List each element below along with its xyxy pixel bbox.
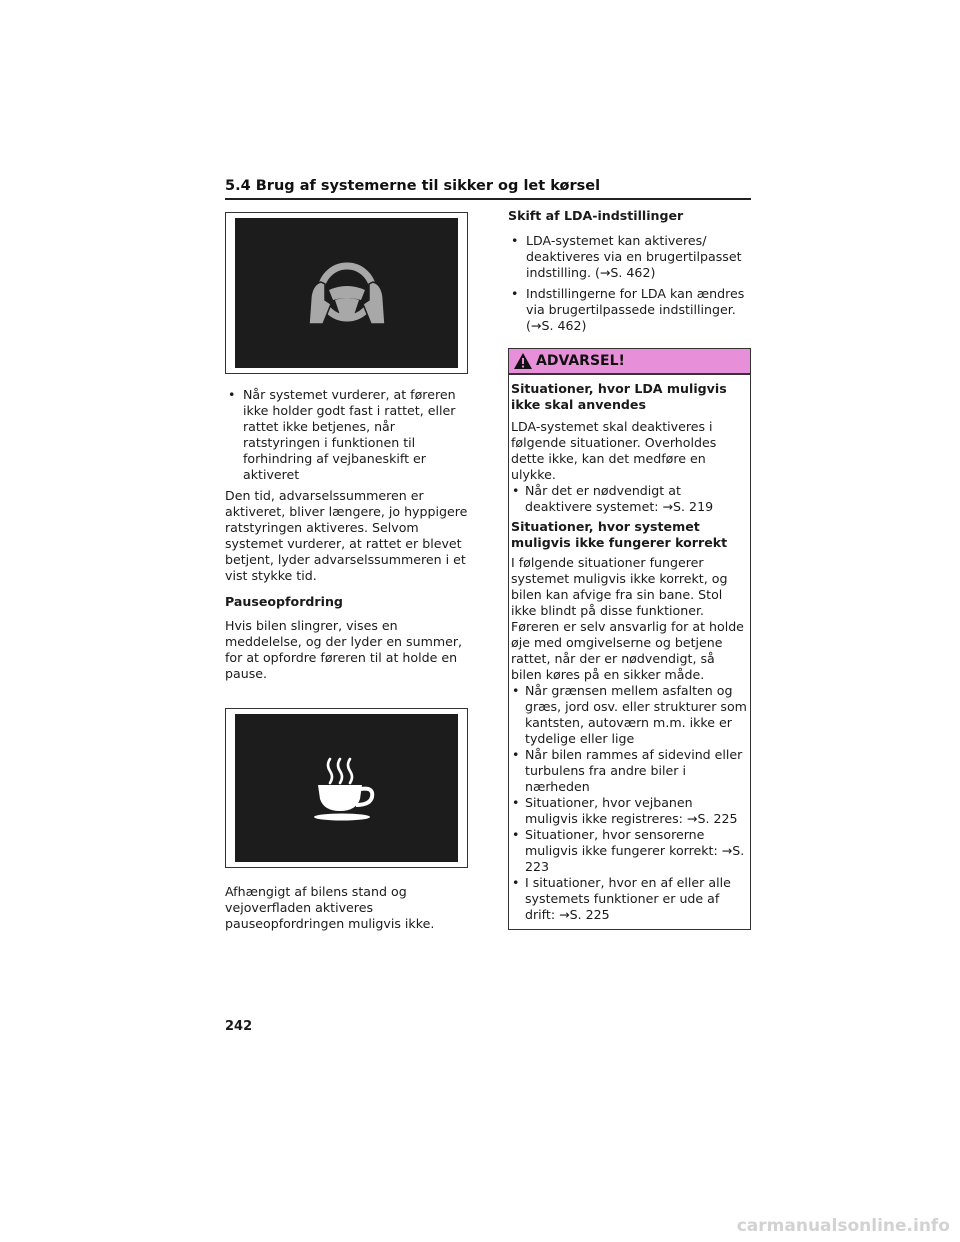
list-item: • Når grænsen mellem asfalten og græs, jord osv. eller strukturer som kantsten, autoværn m.m. ikke er tydelige eller lige xyxy=(511,683,748,747)
warning-bullets xyxy=(511,483,748,515)
warning-subheading: Situationer, hvor systemet muligvis ikke fungerer korrekt xyxy=(511,519,728,550)
warning-title: ADVARSEL! xyxy=(536,353,625,369)
display-screen xyxy=(235,218,458,368)
lda-settings-heading: Skift af LDA-indstillinger xyxy=(508,208,684,223)
watermark: carmanualsonline.info xyxy=(736,1216,950,1236)
warning-paragraph: LDA-systemet skal deaktiveres i følgende situationer. Overholdes dette ikke, kan det medføre en ulykke. xyxy=(511,419,717,482)
warning-bullets xyxy=(511,683,748,923)
steering-warning-bullets xyxy=(225,387,470,483)
warning-triangle-icon xyxy=(513,352,533,370)
left-column xyxy=(225,212,470,932)
header-rule xyxy=(225,198,751,200)
lda-settings-bullets xyxy=(508,233,751,334)
warning-box xyxy=(508,348,751,930)
list-item: • Situationer, hvor vejbanen muligvis ikke registreres: →S. 225 xyxy=(511,795,748,827)
section-header: 5.4 Brug af systemerne til sikker og let kørsel xyxy=(225,178,601,194)
display-screen xyxy=(235,714,458,862)
pause-heading: Pauseopfordring xyxy=(225,594,343,609)
pause-note-paragraph: Afhængigt af bilens stand og vejoverfladen aktiveres pauseopfordringen muligvis ikke. xyxy=(225,884,435,931)
warning-subheading: Situationer, hvor LDA muligvis ikke skal anvendes xyxy=(511,381,727,412)
list-item: • Indstillingerne for LDA kan ændres via brugertilpassede indstillinger. (→S. 462) xyxy=(508,286,751,334)
list-item: • Når det er nødvendigt at deaktivere systemet: →S. 219 xyxy=(511,483,748,515)
coffee-cup-icon xyxy=(312,755,382,821)
list-item: • Situationer, hvor sensorerne muligvis ikke fungerer korrekt: →S. 223 xyxy=(511,827,748,875)
pause-figure xyxy=(225,708,468,868)
warning-body xyxy=(509,375,750,929)
list-item: • Når systemet vurderer, at føreren ikke holder godt fast i rattet, eller rattet ikke betjenes, når ratstyringen i funktionen til forhindring af vejbaneskift er aktiveret xyxy=(225,387,470,483)
buzzer-paragraph: Den tid, advarselssummeren er aktiveret, bliver længere, jo hyppigere ratstyringen aktiveres. Selvom systemet vurderer, at rattet er blevet betjent, lyder advarselssummeren i et vist stykke tid. xyxy=(225,488,468,583)
page-number: 242 xyxy=(225,1019,253,1034)
list-item: • I situationer, hvor en af eller alle systemets funktioner er ude af drift: →S. 225 xyxy=(511,875,748,923)
pause-paragraph: Hvis bilen slingrer, vises en meddelelse, og der lyder en summer, for at opfordre føreren til at holde en pause. xyxy=(225,618,463,681)
warning-header xyxy=(509,349,750,375)
right-column xyxy=(508,208,751,930)
hands-on-steering-wheel-icon xyxy=(305,260,389,326)
warning-paragraph: I følgende situationer fungerer systemet muligvis ikke korrekt, og bilen kan afvige fra sin bane. Stol ikke blindt på disse funktioner. Føreren er selv ansvarlig for at holde øje med omgivelserne og betjene rattet, når der er nødvendigt, så bilen køres på en sikker måde. xyxy=(511,555,744,682)
list-item: • Når bilen rammes af sidevind eller turbulens fra andre biler i nærheden xyxy=(511,747,748,795)
steering-warning-figure xyxy=(225,212,468,374)
list-item: • LDA-systemet kan aktiveres/ deaktiveres via en brugertilpasset indstilling. (→S. 462) xyxy=(508,233,751,281)
